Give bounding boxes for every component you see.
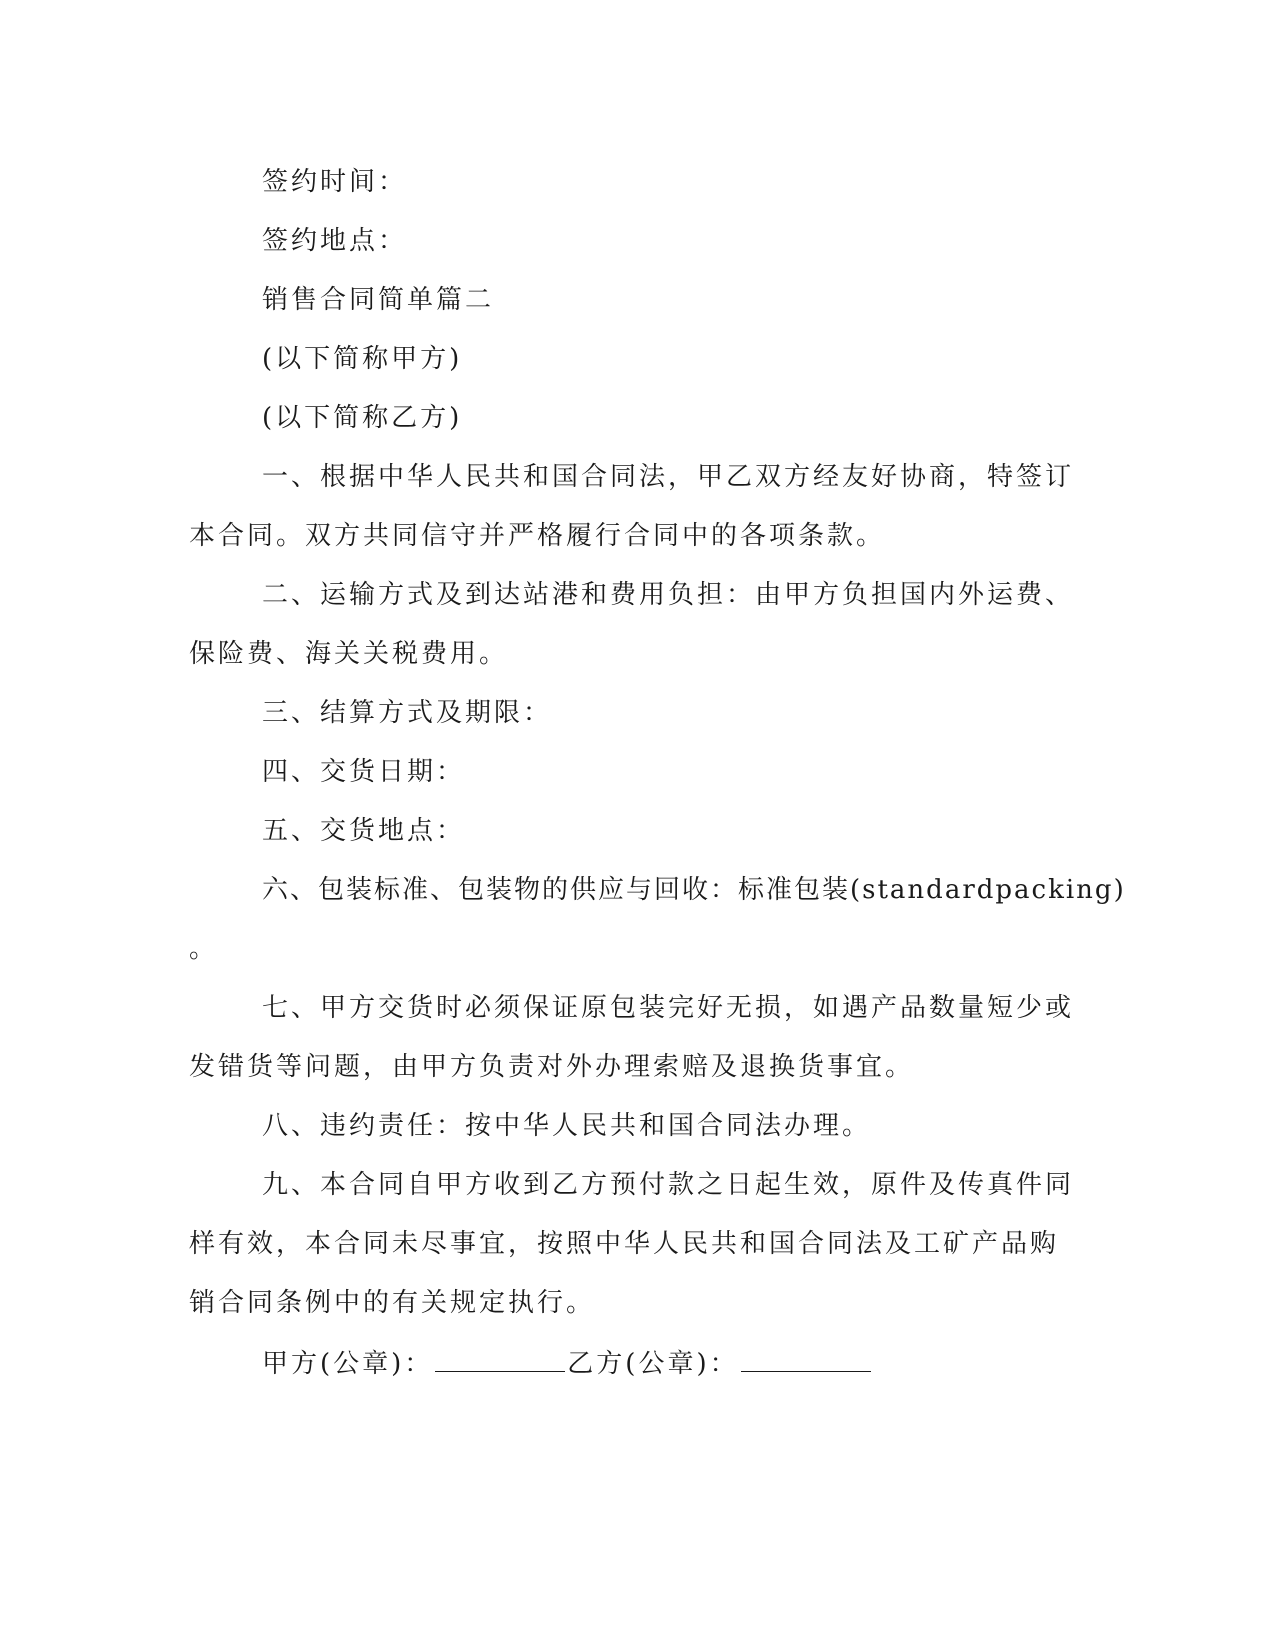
clause-8: 八、违约责任：按中华人民共和国合同法办理。	[262, 1111, 872, 1141]
party-b-note: (以下简称乙方)	[262, 403, 463, 433]
clause-4: 四、交货日期：	[262, 757, 466, 787]
clause-5: 五、交货地点：	[262, 816, 466, 846]
clause-9-line-3: 销合同条例中的有关规定执行。	[189, 1288, 596, 1318]
clause-6-line-1: 六、包装标准、包装物的供应与回收：标准包装(standardpacking)	[262, 875, 1126, 905]
party-b-seal-label: 乙方(公章)：	[567, 1349, 739, 1379]
clause-7-line-2: 发错货等问题，由甲方负责对外办理索赔及退换货事宜。	[189, 1052, 915, 1082]
signing-time-line: 签约时间：	[262, 167, 408, 197]
clause-6-line-2: 。	[189, 934, 219, 964]
party-a-seal-label: 甲方(公章)：	[262, 1349, 434, 1379]
clause-9-line-1: 九、本合同自甲方收到乙方预付款之日起生效，原件及传真件同	[262, 1170, 1075, 1200]
signing-place-line: 签约地点：	[262, 226, 408, 256]
clause-9-line-2: 样有效，本合同未尽事宜，按照中华人民共和国合同法及工矿产品购	[189, 1229, 1060, 1259]
party-a-note: (以下简称甲方)	[262, 344, 463, 374]
party-b-seal-blank[interactable]	[741, 1345, 871, 1372]
clause-1-line-1: 一、根据中华人民共和国合同法，甲乙双方经友好协商，特签订	[262, 462, 1075, 492]
clause-7-line-1: 七、甲方交货时必须保证原包装完好无损，如遇产品数量短少或	[262, 993, 1075, 1023]
clause-1-line-2: 本合同。双方共同信守并严格履行合同中的各项条款。	[189, 521, 886, 551]
clause-3: 三、结算方式及期限：	[262, 698, 553, 728]
party-a-seal-blank[interactable]	[435, 1345, 565, 1372]
clause-2-line-1: 二、运输方式及到达站港和费用负担：由甲方负担国内外运费、	[262, 580, 1075, 610]
clause-2-line-2: 保险费、海关关税费用。	[189, 639, 509, 669]
section-title: 销售合同简单篇二	[262, 285, 495, 315]
signature-line	[262, 1345, 873, 1381]
